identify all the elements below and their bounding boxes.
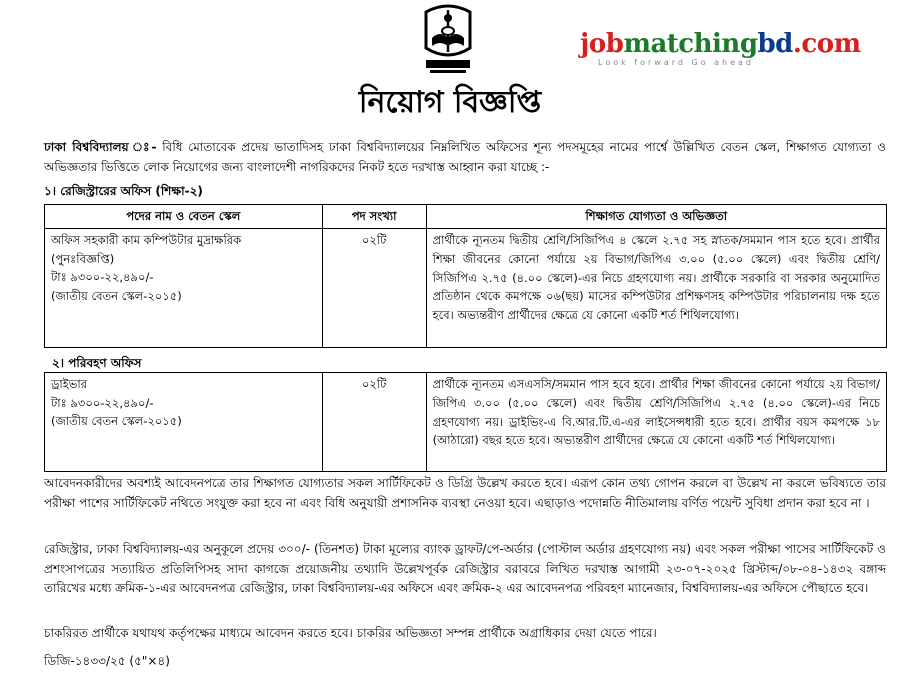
col-post-header: পদের নাম ও বেতন স্কেল [45, 205, 323, 229]
wm-tld: .com [792, 29, 861, 59]
table-header-row [45, 205, 887, 229]
wm-bd: bd [757, 29, 793, 59]
count-cell: ০২টি [322, 229, 426, 348]
watermark [580, 30, 880, 67]
pay-scale-note: (জাতীয় বেতন স্কেল-২০১৫) [51, 288, 182, 303]
post-name: অফিস সহকারী কাম কম্পিউটার মুদ্রাক্ষরিক [51, 233, 242, 247]
wm-job: job [580, 29, 624, 59]
qualification-cell: প্রার্থীকে ন্যূনতম দ্বিতীয় শ্রেণি/সিজিপিএ ৪ স্কেলে ২.৭৫ সহ স্নাতক/সমমান পাস হতে হবে। প্রার্থীর শিক্ষা জীবনের কোনো পর্যায়ে ২য় বিভাগ/জিপিএ ৩.০০ (৫.০০ স্কেলে) এবং দ্বিতীয় শ্রেণি/সিজিপিএ ২.৭৫ (৪.০০ স্কেলে)-এর নিচে গ্রহণযোগ্য নয়। প্রার্থীকে সরকারি বা সরকার অনুমোদিত প্রতিষ্ঠান থেকে কমপক্ষে ০৬(ছয়) মাসের কম্পিউটার প্রশিক্ষণসহ কম্পিউটার পরিচালনায় দক্ষ হতে হবে। অভ্যন্তরীণ প্রার্থীদের ক্ষেত্রে যে কোনো একটি শর্ত শিথিলযোগ্য। [426, 229, 886, 348]
post-note: (পুনঃবিজ্ঞপ্তি) [51, 251, 115, 266]
intro-text: বিধি মোতাবেক প্রদেয় ভাতাদিসহ ঢাকা বিশ্ববিদ্যালয়ের নিম্নলিখিত অফিসের শূন্য পদসমূহের নামের পার্শ্বে উল্লিখিত বেতন স্কেল, শিক্ষাগত যোগ্যতা ও অভিজ্ঞতার ভিত্তিতে লোক নিয়োগের জন্য বাংলাদেশী নাগরিকদের নিকট হতে দরখাস্ত আহ্বান করা যাচ্ছে :- [44, 140, 886, 174]
intro-lead: ঢাকা বিশ্ববিদ্যালয় ঃ- [44, 140, 157, 154]
col-qual-header: শিক্ষাগত যোগ্যতা ও অভিজ্ঞতা [426, 205, 886, 229]
paragraph-certificates: আবেদনকারীদের অবশ্যই আবেদনপত্রে তার শিক্ষাগত যোগ্যতার সকল সার্টিফিকেট ও ডিগ্রি উল্লেখ করতে হবে। এরূপ কোন তথ্য গোপন করলে বা উল্লেখ না করলে ভবিষ্যতে তার পরীক্ষা পাশের সার্টিফিকেট নথিতে সংযুক্ত করা হবে না এবং বিধি অনুযায়ী প্রশাসনিক ব্যবস্থা নেওয়া হবে। এছাড়াও পদোন্নতি নীতিমালায় বর্ণিত পয়েন্ট সুবিধা প্রদান করা হবে না । [44, 476, 886, 510]
table-row [45, 229, 887, 348]
pay-scale-note: (জাতীয় বেতন স্কেল-২০১৫) [51, 414, 182, 428]
intro-paragraph [44, 137, 886, 177]
table-row [45, 373, 887, 472]
post-cell [45, 229, 323, 348]
pay-scale: টাঃ ৯৩০০-২২,৪৯০/- [51, 270, 154, 284]
wm-matching: matching [623, 29, 758, 59]
watermark-tagline: Look forward Go ahead [598, 58, 755, 67]
pay-scale: টাঃ ৯৩০০-২২,৪৯০/- [51, 395, 154, 410]
section1-heading: ১। রেজিস্ট্রারের অফিস (শিক্ষা-২) [44, 184, 203, 198]
post-cell [45, 373, 323, 472]
university-logo [420, 4, 476, 76]
post-name: ড্রাইভার [51, 377, 87, 391]
count-cell: ০২টি [322, 373, 426, 472]
section2-heading: ২। পরিবহণ অফিস [52, 356, 142, 370]
paragraph-application: রেজিস্ট্রার, ঢাকা বিশ্ববিদ্যালয়-এর অনুকূলে প্রদেয় ৩০০/- (তিনশত) টাকা মূল্যের ব্যাংক ড্রাফট/পে-অর্ডার (পোস্টাল অর্ডার গ্রহণযোগ্য নয়) এবং সকল পরীক্ষা পাসের সার্টিফিকেট ও প্রশংসাপত্রের সত্যায়িত প্রতিলিপিসহ সাদা কাগজে প্রয়োজনীয় তথ্যাদি উল্লেখপূর্বক রেজিস্ট্রার বরাবরে লিখিত দরখাস্ত আগামী ২৩-০৭-২০২৫ খ্রিস্টাব্দ/০৮-০৪-১৪৩২ বঙ্গাব্দ তারিখের মধ্যে ক্রমিক-১-এর আবেদনপত্র রেজিস্ট্রার, ঢাকা বিশ্ববিদ্যালয়-এর অফিসে এবং ক্রমিক-২ এর আবেদনপত্র পরিবহণ ম্যানেজার, বিশ্ববিদ্যালয়-এর অফিসে পৌছাতে হবে। [44, 542, 886, 595]
qualification-cell: প্রার্থীকে ন্যূনতম এসএসসি/সমমান পাস হবে হবে। প্রার্থীর শিক্ষা জীবনের কোনো পর্যায়ে ২য় বিভাগ/জিপিএ ৩.০০ (৫.০০ স্কেলে) এবং দ্বিতীয় শ্রেণি/সিজিপিএ ২.৭৫ (৪.০০ স্কেলে)-এর নিচে গ্রহণযোগ্য নয়। ড্রাইভিং-এ বি.আর.টি.এ-এর লাইসেন্সধারী হতে হবে। প্রার্থীর বয়স কমপক্ষে ১৮ (আঠারো) বছর হতে হবে। অভ্যন্তরীণ প্রার্থীদের ক্ষেত্রে যে কোনো একটি শর্ত শিথিলযোগ্য। [426, 373, 886, 472]
paragraph-employed: চাকরিরত প্রার্থীকে যথাযথ কর্তৃপক্ষের মাধ্যমে আবেদন করতে হবে। চাকরির অভিজ্ঞতা সম্পন্ন প্রার্থীকে অগ্রাধিকার দেয়া যেতে পারে। [44, 626, 657, 640]
section2-table [44, 372, 887, 472]
reference-number: ডিজি-১৪৩৩/২৫ (৫"×৪) [44, 654, 170, 668]
page-title: নিয়োগ বিজ্ঞপ্তি [358, 85, 542, 120]
watermark-logo [580, 30, 880, 58]
col-count-header: পদ সংখ্যা [322, 205, 426, 229]
section1-table [44, 204, 887, 348]
